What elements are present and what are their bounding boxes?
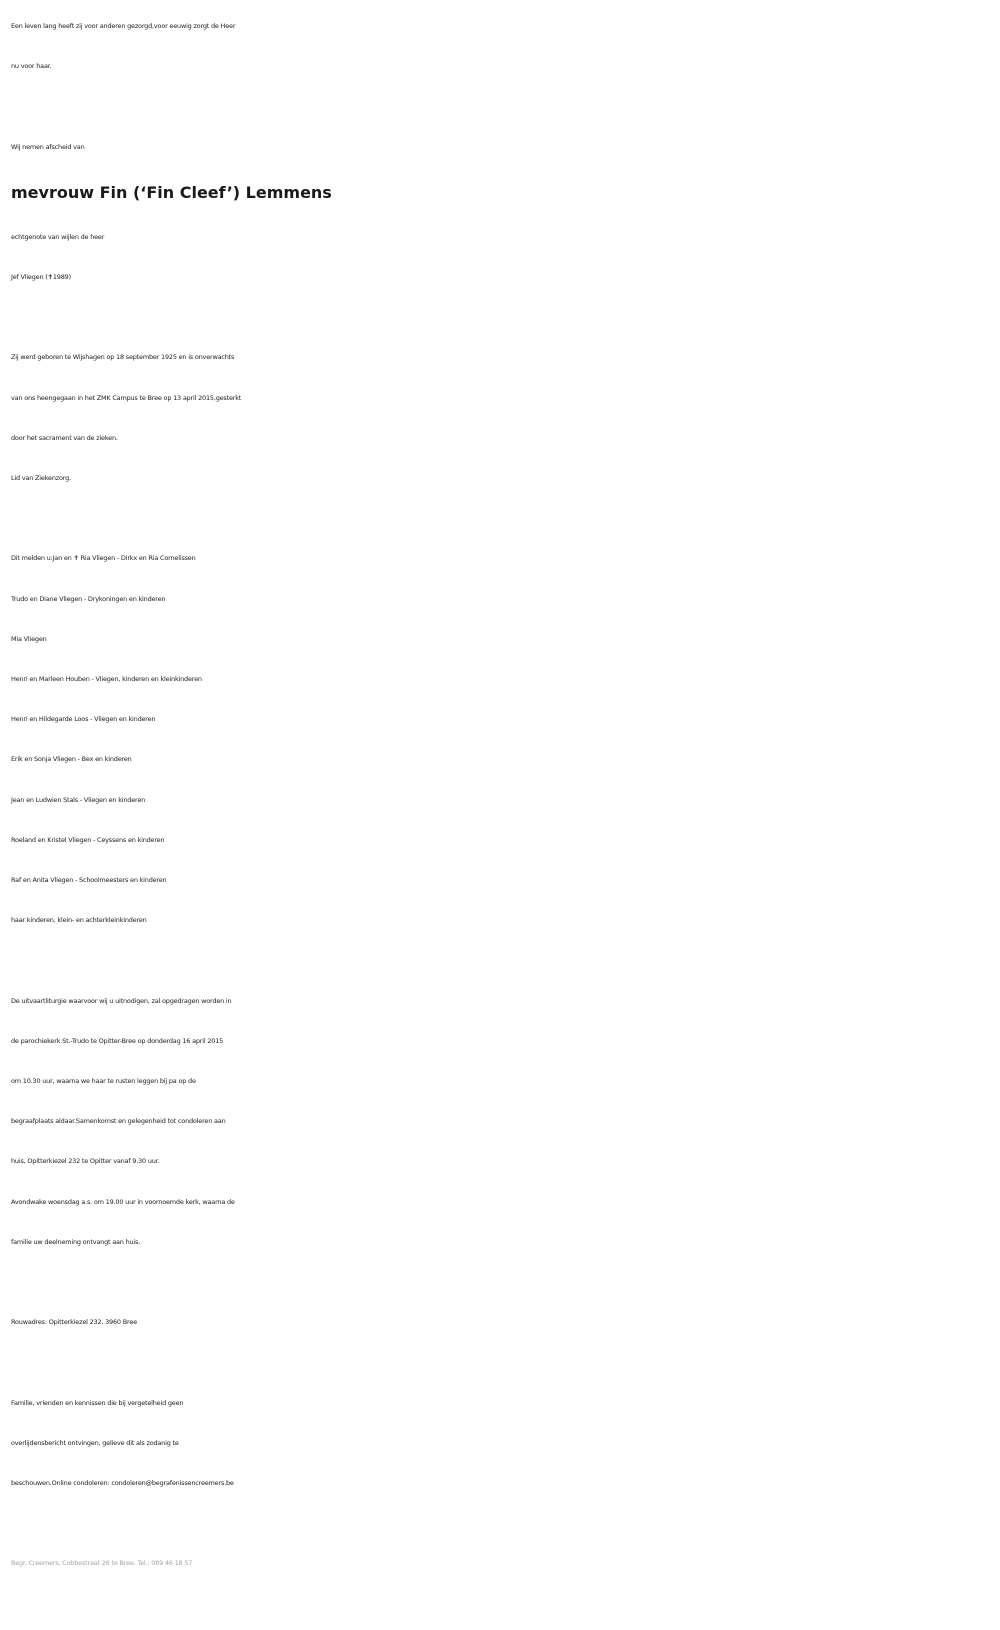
family-line: Roeland en Kristel Vliegen - Ceyssens en kinderen [11,835,165,844]
spouse-line-1: echtgenote van wijlen de heer [11,232,105,241]
deceased-name: mevrouw Fin (‘Fin Cleef’) Lemmens [11,182,332,202]
funeral-home-footer: Begr. Creemers, Cobbestraat 26 te Bree, Tel.: 089 46 18 57 [11,1559,193,1568]
funeral-line: Avondwake woensdag a.s. om 19.00 uur in voornoemde kerk, waarna de [11,1197,235,1206]
biography-line: door het sacrament van de zieken. [11,433,118,442]
funeral-line: De uitvaartliturgie waarvoor wij u uitnodigen, zal opgedragen worden in [11,996,232,1005]
biography-line: van ons heengegaan in het ZMK Campus te Bree op 13 april 2015,gesterkt [11,393,242,402]
spouse-line-2: Jef Vliegen (✝1989) [11,273,71,281]
spacer [11,86,1000,126]
family-line: haar kinderen, klein- en achterkleinkinderen [11,916,147,925]
family-line: Dit melden u:Jan en ✝ Ria Vliegen - Dirkx en Ria Cornelissen [11,554,196,563]
family-line: Jean en Ludwien Stals - Vliegen en kinderen [11,795,146,804]
notice-line: beschouwen.Online condoleren: condoleren@begrafenissencreemers.be [11,1479,234,1488]
biography-line: Zij werd geboren te Wijshagen op 18 september 1925 en is onverwachts [11,353,235,362]
funeral-line: om 10.30 uur, waarna we haar te rusten leggen bij pa op de [11,1077,196,1086]
funeral-line: de parochiekerk St.-Trudo te Opitter-Bree op donderdag 16 april 2015 [11,1036,224,1045]
notice-line: overlijdensbericht ontvingen, gelieve dit als zodanig te [11,1438,179,1447]
spacer [11,297,1000,337]
family-line: Raf en Anita Vliegen - Schoolmeesters en kinderen [11,876,167,885]
biography-line: Lid van Ziekenzorg. [11,474,71,482]
motto-line-2: nu voor haar. [11,62,52,71]
family-line: Mia Vliegen [11,634,47,643]
spacer [11,1342,1000,1382]
spacer [11,1503,1000,1543]
funeral-line: begraafplaats aldaar.Samenkomst en gelegenheid tot condoleren aan [11,1117,226,1126]
intro-text: Wij nemen afscheid van [11,142,85,151]
family-line: Trudo en Diane Vliegen - Drykoningen en kinderen [11,594,166,603]
motto-line-1: Een leven lang heeft zij voor anderen gezorgd,voor eeuwig zorgt de Heer [11,22,236,30]
family-line: Erik en Sonja Vliegen - Bex en kinderen [11,755,132,764]
spacer [11,498,1000,538]
family-line: Henri en Hildegarde Loos - Vliegen en kinderen [11,715,156,724]
spacer [11,940,1000,980]
mourning-address: Rouwadres: Opitterkiezel 232, 3960 Bree [11,1318,137,1327]
funeral-line: huis, Opitterkiezel 232 te Opitter vanaf 9.30 uur. [11,1157,160,1166]
funeral-line: familie uw deelneming ontvangt aan huis. [11,1237,141,1246]
notice-line: Familie, vrienden en kennissen die bij vergetelheid geen [11,1398,184,1407]
spacer [11,1262,1000,1302]
family-line: Henri en Marleen Houben - Vliegen, kinderen en kleinkinderen [11,675,202,683]
